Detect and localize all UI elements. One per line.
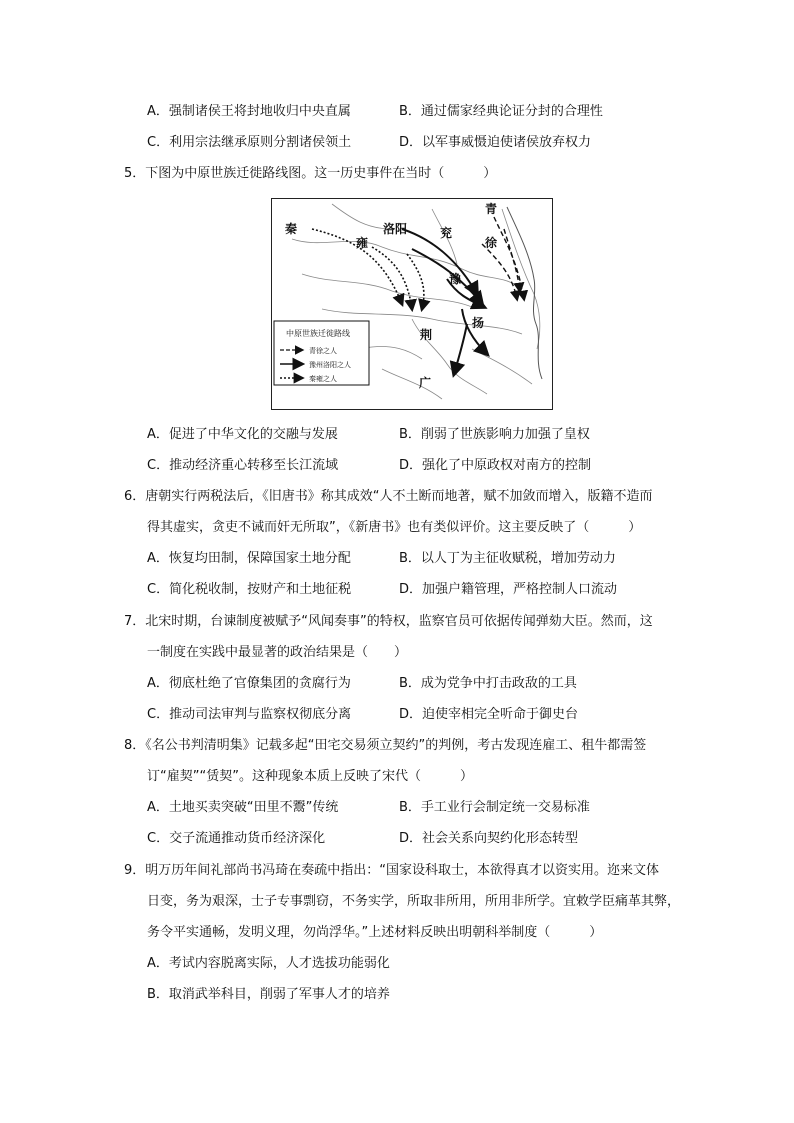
- option-label: B．: [399, 676, 421, 691]
- migration-map: [271, 198, 553, 410]
- q8-option-b: [399, 799, 590, 817]
- option-label: B．: [399, 104, 421, 119]
- q6-option-b: [399, 550, 616, 568]
- option-text: 通过儒家经典论证分封的合理性: [420, 104, 603, 119]
- option-label: C．: [147, 831, 170, 846]
- option-text: 削弱了世族影响力加强了皇权: [420, 427, 590, 442]
- legend-item-qinyong: 秦雍之人: [309, 375, 337, 383]
- q9-option-a: [147, 955, 390, 973]
- option-label: D．: [399, 458, 423, 473]
- option-text: 取消武举科目，削弱了军事人才的培养: [168, 987, 390, 1002]
- label-xu: 徐: [485, 236, 498, 250]
- option-label: A．: [147, 427, 169, 442]
- legend-title: 中原世族迁徙路线: [286, 329, 350, 338]
- option-label: A．: [147, 104, 169, 119]
- option-text: 手工业行会制定统一交易标准: [420, 800, 590, 815]
- q5-option-b: [399, 426, 590, 444]
- migration-map-svg: [272, 199, 552, 409]
- q7-option-a: [147, 675, 351, 693]
- option-text: 利用宗法继承原则分割诸侯领土: [169, 135, 352, 150]
- q9-stem-line1: 9．明万历年间礼部尚书冯琦在奏疏中指出：“国家设科取士，本欲得真才以资实用。迩来文体: [124, 863, 660, 878]
- option-text: 迫使宰相完全听命于御史台: [422, 707, 579, 722]
- option-label: C．: [147, 458, 170, 473]
- option-label: D．: [399, 831, 423, 846]
- option-label: B．: [399, 551, 421, 566]
- option-label: B．: [147, 987, 169, 1002]
- route-yuzhou-luoyang: [402, 229, 487, 374]
- q9-stem-line2: 日变，务为艰深，士子专事剽窃，不务实学，所取非所用，所用非所学。宜敕学臣痛革其弊，: [147, 894, 681, 909]
- option-label: B．: [399, 427, 421, 442]
- legend-item-yuzhou: 豫州洛阳之人: [309, 361, 351, 369]
- option-label: B．: [399, 800, 421, 815]
- q4-option-a: [147, 103, 351, 121]
- option-label: A．: [147, 800, 169, 815]
- q7-stem-line1: 7．北宋时期，台谏制度被赋予“风闻奏事”的特权，监察官员可依据传闻弹劾大臣。然而，这: [124, 614, 653, 629]
- label-qin: 秦: [285, 222, 298, 236]
- option-label: C．: [147, 582, 170, 597]
- coastline: [507, 207, 542, 379]
- option-text: 交子流通推动货币经济深化: [169, 831, 326, 846]
- q6-stem-line2: 得其虚实，贪吏不诫而奸无所取”，《新唐书》也有类似评价。这主要反映了（ ）: [147, 520, 642, 535]
- q5-option-c: [147, 457, 338, 475]
- q8-stem-line1: 8．《名公书判清明集》记载多起“田宅交易须立契约”的判例，考古发现连雇工、租牛都需签: [124, 738, 647, 753]
- q6-option-a: [147, 550, 351, 568]
- option-text: 考试内容脱离实际，人才选拔功能弱化: [168, 956, 390, 971]
- option-text: 彻底杜绝了官僚集团的贪腐行为: [168, 676, 351, 691]
- q7-stem-line2: 一制度在实践中最显著的政治结果是（ ）: [147, 645, 408, 660]
- label-yan: 兖: [440, 226, 453, 240]
- q6-stem-line1: 6．唐朝实行两税法后，《旧唐书》称其成效“人不土断而地著，赋不加敛而增入，版籍不造而: [124, 489, 653, 504]
- option-text: 以人丁为主征收赋税，增加劳动力: [420, 551, 616, 566]
- option-label: A．: [147, 551, 169, 566]
- option-text: 以军事威慑迫使诸侯放弃权力: [422, 135, 592, 150]
- option-label: D．: [399, 135, 423, 150]
- legend-item-qingxu: 青徐之人: [309, 347, 337, 355]
- option-text: 促进了中华文化的交融与发展: [168, 427, 338, 442]
- label-luoyang: 洛阳: [383, 222, 408, 236]
- option-label: D．: [399, 582, 423, 597]
- option-label: A．: [147, 956, 169, 971]
- option-text: 简化税收制，按财产和土地征税: [169, 582, 352, 597]
- option-text: 恢复均田制，保障国家土地分配: [168, 551, 351, 566]
- option-text: 推动经济重心转移至长江流域: [169, 458, 339, 473]
- option-text: 加强户籍管理，严格控制人口流动: [422, 582, 618, 597]
- q5-stem: 5．下图为中原世族迁徙路线图。这一历史事件在当时（ ）: [124, 166, 497, 181]
- q8-option-c: [147, 830, 325, 848]
- option-text: 成为党争中打击政敌的工具: [420, 676, 577, 691]
- option-text: 土地买卖突破“田里不鬻”传统: [168, 800, 339, 815]
- option-label: C．: [147, 135, 170, 150]
- q6-option-d: [399, 581, 617, 599]
- q5-option-d: [399, 457, 591, 475]
- label-jing: 荆: [420, 328, 433, 342]
- label-qing: 青: [485, 202, 498, 216]
- q8-stem-line2: 订“雇契”“赁契”。这种现象本质上反映了宋代（ ）: [147, 769, 473, 784]
- option-label: C．: [147, 707, 170, 722]
- label-yang: 扬: [472, 316, 485, 330]
- option-text: 强化了中原政权对南方的控制: [422, 458, 592, 473]
- map-legend: [274, 321, 369, 385]
- q5-option-a: [147, 426, 338, 444]
- label-yu: 豫: [449, 272, 462, 286]
- q6-option-c: [147, 581, 351, 599]
- q8-option-a: [147, 799, 338, 817]
- option-text: 社会关系向契约化形态转型: [422, 831, 579, 846]
- q4-option-b: [399, 103, 603, 121]
- label-guang: 广: [419, 376, 432, 390]
- option-label: D．: [399, 707, 423, 722]
- q9-option-b: [147, 986, 390, 1004]
- q4-option-d: [399, 134, 591, 152]
- q7-option-d: [399, 706, 578, 724]
- q8-option-d: [399, 830, 578, 848]
- q9-stem-line3: 务令平实通畅，发明义理，勿尚浮华。”上述材料反映出明朝科举制度（ ）: [147, 925, 603, 940]
- option-label: A．: [147, 676, 169, 691]
- option-text: 推动司法审判与监察权彻底分离: [169, 707, 352, 722]
- option-text: 强制诸侯王将封地收归中央直属: [168, 104, 351, 119]
- label-yong: 雍: [356, 236, 369, 250]
- q4-option-c: [147, 134, 351, 152]
- q7-option-b: [399, 675, 577, 693]
- q7-option-c: [147, 706, 351, 724]
